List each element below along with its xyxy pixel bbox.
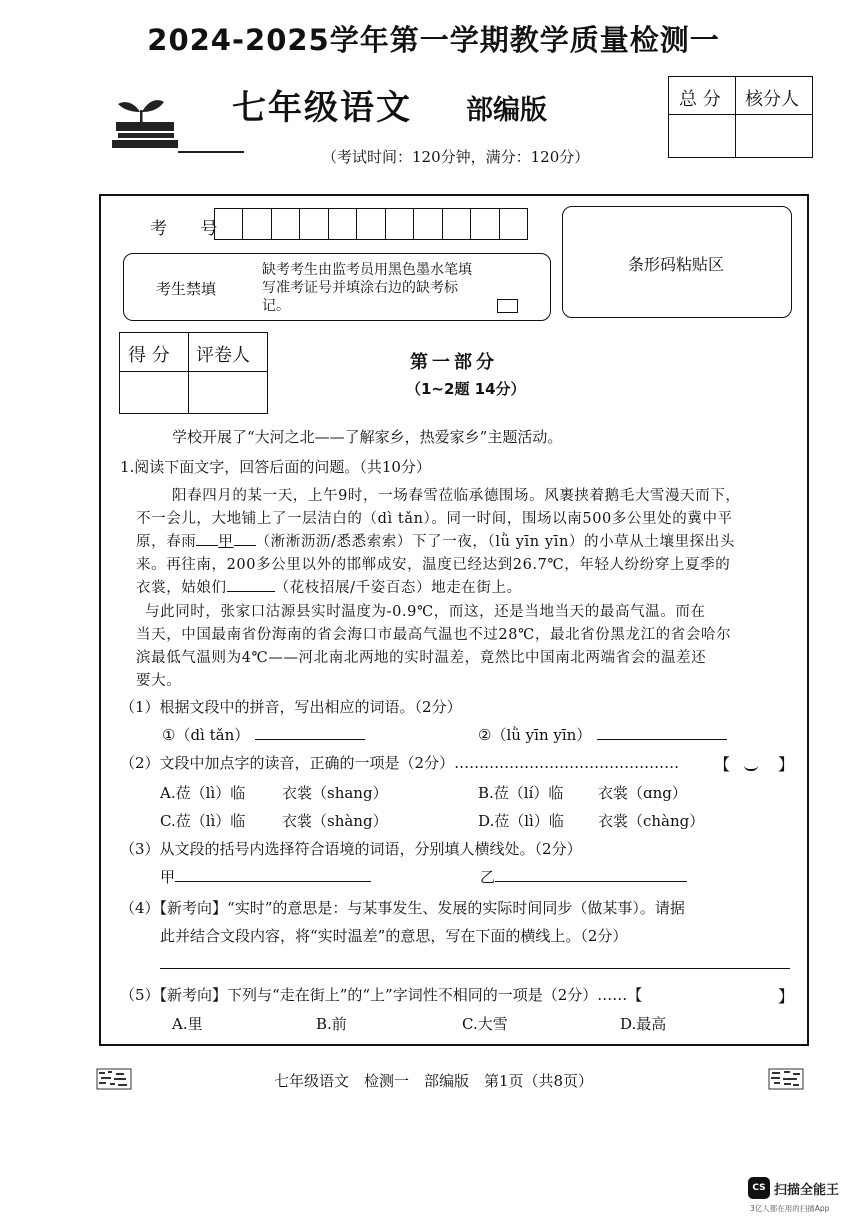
blank-jia-line[interactable]: [234, 531, 256, 546]
reviewer-header: 评卷人: [196, 345, 250, 366]
pinyin-prompt: ②（lǜ yīn yīn）: [478, 726, 592, 744]
part-title: 第一部分: [410, 352, 498, 373]
table-divider: [120, 371, 267, 372]
exam-info: （考试时间：120分钟，满分：120分）: [322, 148, 590, 166]
digit-box[interactable]: [329, 209, 357, 239]
watermark-name: 扫描全能王: [774, 1182, 840, 1198]
answer-label: 乙: [480, 868, 496, 886]
answer-bracket-open: 【: [714, 755, 731, 774]
sub3-answer-yi: [480, 866, 687, 887]
option-a-word1[interactable]: A.莅（lì）临: [160, 784, 246, 802]
publisher-logo: [106, 86, 246, 158]
answer-line[interactable]: [175, 867, 371, 882]
blank-yi-line[interactable]: [227, 577, 275, 592]
answer-line[interactable]: [495, 867, 687, 882]
sub5-option-b[interactable]: B.前: [316, 1015, 347, 1033]
total-score-header: 总 分: [679, 89, 721, 110]
edition-label: 部编版: [466, 95, 547, 126]
answer-line[interactable]: [255, 725, 365, 740]
sub5-stem-line: [120, 984, 642, 1005]
passage-text: 衣裳，姑娘们: [136, 580, 227, 596]
sub2-stem-line: [120, 752, 679, 773]
passage-text: （淅淅沥沥/悉悉索索）下了一夜，（lǜ yīn yīn）的小草从土壤里探出头: [255, 534, 735, 550]
leader-dots: ………………………………………: [454, 754, 680, 772]
page-footer: 七年级语文 检测一 部编版 第1页（共8页）: [273, 1072, 594, 1090]
exam-number-label: 考 号: [150, 219, 232, 239]
passage-line: [136, 576, 522, 597]
answer-bracket-close: 】: [778, 755, 795, 774]
answer-label: 甲: [160, 868, 176, 886]
passage-line: 与此同时，张家口沽源县实时温度为-0.9℃，而这，还是当地当天的最高气温。而在: [145, 604, 706, 620]
digit-box[interactable]: [272, 209, 300, 239]
table-divider: [669, 114, 812, 115]
total-score-table: [668, 76, 813, 158]
scan-noise-stamp: [768, 1068, 804, 1090]
digit-box[interactable]: [386, 209, 414, 239]
part-range: （1~2题 14分）: [406, 380, 526, 398]
sub5-option-a[interactable]: A.里: [172, 1015, 203, 1033]
leader-dots: ……: [597, 986, 628, 1004]
passage-line: 阳春四月的某一天，上午9时，一场春雪莅临承德围场。风裹挟着鹅毛大雪漫天而下，: [172, 488, 741, 504]
digit-box[interactable]: [215, 209, 243, 239]
passage-line: 当天，中国最南省份海南的省会海口市最高气温也不过28℃，最北省份黑龙江的省会哈尔: [136, 627, 732, 643]
score-header: 得 分: [128, 345, 170, 366]
option-d-word1[interactable]: D.莅（lì）临: [478, 812, 564, 830]
pinyin-prompt: ①（dì tǎn）: [162, 726, 250, 744]
passage-line: 来。再往南，200多公里以外的邯郸成安，温度已经达到26.7℃，年轻人纷纷穿上夏季的: [136, 557, 731, 573]
answer-bracket-open: 【: [627, 986, 643, 1004]
sub3-stem: （3）从文段的括号内选择符合语境的词语，分别填人横线处。（2分）: [120, 840, 582, 858]
forbid-label: 考生禁填: [156, 280, 217, 298]
passage-line: [136, 530, 735, 551]
exam-title: 2024-2025学年第一学期教学质量检测一: [147, 23, 720, 57]
option-b-word1[interactable]: B.莅（lí）临: [478, 784, 564, 802]
passage-text: （花枝招展/千姿百态）地走在街上。: [274, 580, 522, 596]
option-d-word2[interactable]: 衣裳（chàng）: [598, 812, 705, 830]
exam-number-grid[interactable]: [214, 208, 528, 240]
sub5-stem: （5）【新考向】下列与“走在街上”的“上”字词性不相同的一项是（2分）: [120, 986, 598, 1004]
sub4-line1: （4）【新考向】“实时”的意思是：与某事发生、发展的实际时间同步（做某事）。请据: [120, 899, 685, 917]
digit-box[interactable]: [414, 209, 442, 239]
sub4-line2: 此并结合文段内容，将“实时温差”的意思，写在下面的横线上。（2分）: [160, 927, 628, 945]
digit-box[interactable]: [500, 209, 527, 239]
option-c-word1[interactable]: C.莅（lì）临: [160, 812, 246, 830]
absence-mark-box[interactable]: [497, 299, 518, 313]
passage-line: 滨最低气温则为4℃——河北南北两地的实时温差，竟然比中国南北两端省会的温差还: [136, 650, 707, 666]
digit-box[interactable]: [357, 209, 385, 239]
passage-line: 要大。: [136, 673, 182, 689]
question-1-stem: 1.阅读下面文字，回答后面的问题。（共10分）: [120, 458, 431, 476]
option-a-word2[interactable]: 衣裳（shang）: [282, 784, 388, 802]
table-divider: [735, 77, 736, 157]
digit-box[interactable]: [471, 209, 499, 239]
sub5-option-d[interactable]: D.最高: [620, 1015, 667, 1033]
digit-box[interactable]: [443, 209, 471, 239]
activity-intro: 学校开展了“大河之北——了解家乡，热爱家乡”主题活动。: [172, 428, 563, 446]
answer-line[interactable]: [597, 725, 727, 740]
grade-table: [119, 332, 268, 414]
sub5-option-c[interactable]: C.大雪: [462, 1015, 508, 1033]
checker-header: 核分人: [745, 89, 799, 110]
digit-box[interactable]: [300, 209, 328, 239]
camscanner-icon: CS: [748, 1177, 770, 1199]
passage-text: 原，春雨: [136, 534, 197, 550]
subject-title: 七年级语文: [232, 88, 412, 128]
digit-box[interactable]: [243, 209, 271, 239]
barcode-label: 条形码粘贴区: [628, 255, 725, 274]
option-b-word2[interactable]: 衣裳（ɑng）: [598, 784, 687, 802]
sub1-item-a: [162, 724, 365, 745]
blank-jia-line[interactable]: [196, 531, 218, 546]
table-divider: [188, 333, 189, 413]
answer-bracket-close: 】: [778, 987, 795, 1006]
passage-line: 不一会儿，大地铺上了一层洁白的（dì tǎn）。同一时间，围场以南500多公里处的冀中平: [136, 511, 733, 527]
sub3-answer-jia: [160, 866, 371, 887]
option-c-word2[interactable]: 衣裳（shàng）: [282, 812, 388, 830]
scanner-watermark: [748, 1177, 839, 1199]
sub4-answer-line[interactable]: [160, 968, 790, 969]
watermark-tagline: 3亿人都在用的扫描App: [750, 1204, 830, 1213]
sub2-stem: （2）文段中加点字的读音，正确的一项是（2分）: [120, 754, 455, 772]
sub1-stem: （1）根据文段中的拼音，写出相应的词语。（2分）: [120, 698, 462, 716]
sub1-item-b: [478, 724, 727, 745]
blank-jia-label: 甲: [218, 534, 234, 550]
forbid-instructions: 缺考考生由监考员用黑色墨水笔填写准考证号并填涂右边的缺考标记。: [262, 262, 472, 314]
